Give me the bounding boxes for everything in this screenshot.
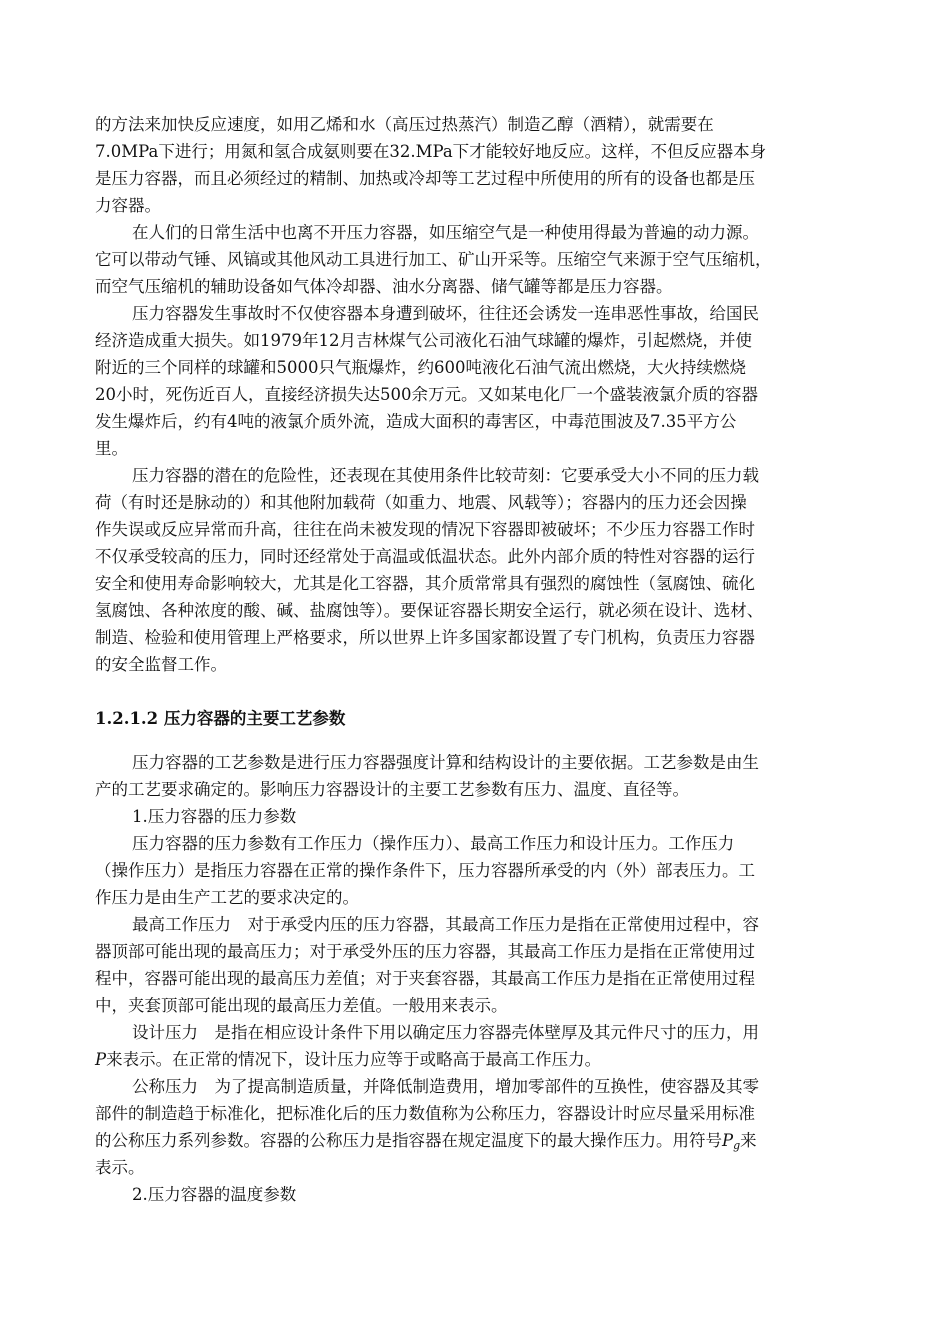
text-line: 荷（有时还是脉动的）和其他附加载荷（如重力、地震、风载等）；容器内的压力还会因操 [95, 493, 747, 512]
text-line: 不仅承受较高的压力，同时还经常处于高温或低温状态。此外内部介质的特性对容器的运行 [95, 547, 755, 566]
nominal-pressure-symbol: P [722, 1131, 734, 1150]
text-span: 来 [740, 1131, 757, 1150]
design-pressure-symbol: P [95, 1050, 107, 1069]
text-line: 附近的三个同样的球罐和5000只气瓶爆炸，约600吨液化石油气流出燃烧，大火持续燃烧 [95, 358, 746, 377]
text-line: 部件的制造趋于标准化，把标准化后的压力数值称为公称压力，容器设计时应尽量采用标准 [95, 1104, 755, 1123]
text-line: 力容器。 [95, 196, 161, 215]
text-line: 压力容器的压力参数有工作压力（操作压力）、最高工作压力和设计压力。工作压力 [132, 834, 735, 853]
text-line: 里。 [95, 439, 128, 458]
text-line: 经济造成重大损失。如1979年12月吉林煤气公司液化石油气球罐的爆炸，引起燃烧，并使 [95, 331, 752, 350]
text-line: 表示。 [95, 1158, 145, 1177]
text-line [95, 1128, 757, 1154]
text-line: 压力容器的工艺参数是进行压力容器强度计算和结构设计的主要依据。工艺参数是由生 [132, 753, 759, 772]
text-span: 来表示。在正常的情况下，设计压力应等于或略高于最高工作压力。 [106, 1050, 602, 1069]
text-line: 作压力是由生产工艺的要求决定的。 [95, 888, 359, 907]
text-line: 20小时，死伤近百人，直接经济损失达500余万元。又如某电化厂一个盛装液氯介质的容器 [95, 385, 758, 404]
text-line: 作失误或反应异常而升高，往往在尚未被发现的情况下容器即被破坏；不少压力容器工作时 [95, 520, 755, 539]
text-line: 它可以带动气锤、风镐或其他风动工具进行加工、矿山开采等。压缩空气来源于空气压缩机， [95, 250, 772, 269]
section-title: 压力容器的主要工艺参数 [163, 709, 346, 728]
text-line: 是压力容器，而且必须经过的精制、加热或冷却等工艺过程中所使用的所有的设备也都是压 [95, 169, 755, 188]
text-line: 最高工作压力 对于承受内压的压力容器，其最高工作压力是指在正常使用过程中，容 [132, 915, 759, 934]
text-line: 压力容器发生事故时不仅使容器本身遭到破坏，往往还会诱发一连串恶性事故，给国民 [132, 304, 759, 323]
text-span: 的公称压力系列参数。容器的公称压力是指容器在规定温度下的最大操作压力。用符号 [95, 1131, 722, 1150]
text-line: 产的工艺要求确定的。影响压力容器设计的主要工艺参数有压力、温度、直径等。 [95, 780, 689, 799]
text-line: 设计压力 是指在相应设计条件下用以确定压力容器壳体壁厚及其元件尺寸的压力，用 [132, 1023, 759, 1042]
section-number: 1.2.1.2 [95, 709, 159, 728]
text-line: 氢腐蚀、各种浓度的酸、碱、盐腐蚀等）。要保证容器长期安全运行，就必须在设计、选材、 [95, 601, 764, 620]
text-line: 7.0MPa下进行；用氮和氢合成氨则要在32.MPa下才能较好地反应。这样，不但反应器本身 [95, 142, 767, 161]
text-line: 中，夹套顶部可能出现的最高压力差值。一般用来表示。 [95, 996, 508, 1015]
text-line: 安全和使用寿命影响较大，尤其是化工容器，其介质常常具有强烈的腐蚀性（氢腐蚀、硫化 [95, 574, 755, 593]
text-line: 制造、检验和使用管理上严格要求，所以世界上许多国家都设置了专门机构，负责压力容器 [95, 628, 755, 647]
subsection-label: 2.压力容器的温度参数 [132, 1185, 297, 1204]
section-heading [95, 706, 345, 732]
nominal-pressure-subscript: g [733, 1139, 741, 1152]
text-line: 公称压力 为了提高制造质量，并降低制造费用，增加零部件的互换性，使容器及其零 [132, 1077, 759, 1096]
text-line: 的方法来加快反应速度，如用乙烯和水（高压过热蒸汽）制造乙醇（酒精），就需要在 [95, 115, 714, 134]
text-line: 器顶部可能出现的最高压力；对于承受外压的压力容器，其最高工作压力是指在正常使用过 [95, 942, 755, 961]
text-line: 程中，容器可能出现的最高压力差值；对于夹套容器，其最高工作压力是指在正常使用过程 [95, 969, 755, 988]
text-line: （操作压力）是指压力容器在正常的操作条件下，压力容器所承受的内（外）部表压力。工 [95, 861, 755, 880]
text-line [95, 1047, 601, 1073]
text-line: 压力容器的潜在的危险性，还表现在其使用条件比较苛刻：它要承受大小不同的压力载 [132, 466, 759, 485]
text-line: 而空气压缩机的辅助设备如气体冷却器、油水分离器、储气罐等都是压力容器。 [95, 277, 673, 296]
subsection-label: 1.压力容器的压力参数 [132, 807, 297, 826]
text-line: 发生爆炸后，约有4吨的液氯介质外流，造成大面积的毒害区，中毒范围波及7.35平方公 [95, 412, 737, 431]
text-line: 的安全监督工作。 [95, 655, 227, 674]
text-line: 在人们的日常生活中也离不开压力容器，如压缩空气是一种使用得最为普遍的动力源。 [132, 223, 759, 242]
